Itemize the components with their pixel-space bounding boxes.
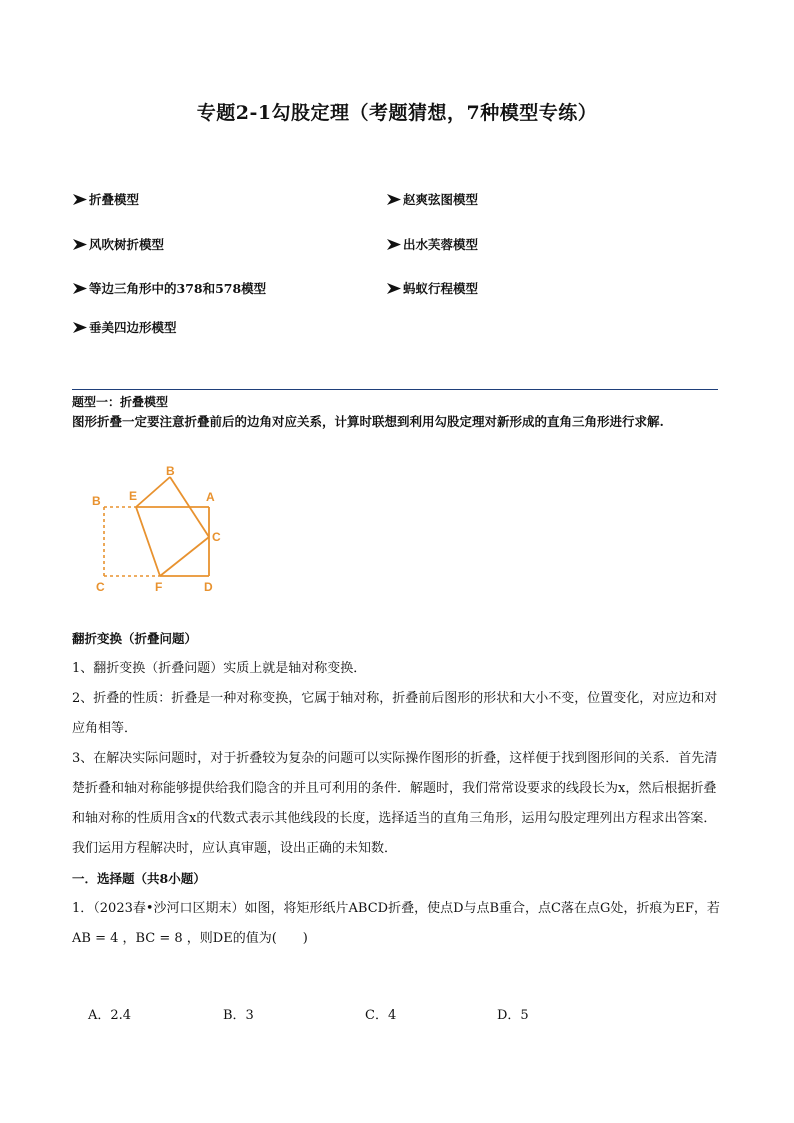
model-label: 蚂蚁行程模型 <box>403 281 479 296</box>
model-item <box>72 318 177 336</box>
point-label: B <box>92 494 101 508</box>
arrow-bullet-icon <box>72 238 88 251</box>
model-item <box>386 190 478 208</box>
section-intro: 图形折叠一定要注意折叠前后的边角对应关系，计算时联想到利用勾股定理对新形成的直角三角形进行求解. <box>72 414 664 429</box>
arrow-bullet-icon <box>72 193 88 206</box>
arrow-bullet-icon <box>386 238 402 251</box>
folding-point: 2、折叠的性质：折叠是一种对称变换，它属于轴对称，折叠前后图形的形状和大小不变，位置变化，对应边和对应角相等． <box>72 691 718 736</box>
model-label: 风吹树折模型 <box>89 237 165 252</box>
arrow-bullet-icon <box>72 282 88 295</box>
point-label: C <box>96 580 105 594</box>
point-label: A <box>206 490 215 504</box>
choice-a[interactable]: A．2.4 <box>88 1008 132 1023</box>
choice-d[interactable]: D．5 <box>497 1008 529 1023</box>
model-item <box>386 235 478 253</box>
folding-notes <box>72 624 727 954</box>
section-divider <box>72 389 718 390</box>
choice-b[interactable]: B．3 <box>223 1008 254 1023</box>
point-label: D <box>204 580 213 594</box>
point-label: E <box>129 489 138 503</box>
folding-figure <box>72 463 242 605</box>
model-item <box>72 235 164 253</box>
point-label: C <box>212 530 221 544</box>
point-label: F <box>155 580 163 594</box>
exercise-heading: 一．选择题（共8小题） <box>72 871 206 886</box>
page-title: 专题2-1勾股定理（考题猜想，7种模型专练） <box>196 102 598 124</box>
solid-edge <box>160 537 209 576</box>
section-heading: 题型一：折叠模型 <box>72 395 169 409</box>
point-label: B <box>166 464 175 478</box>
question-text: 1．（2023春•沙河口区期末）如图，将矩形纸片ABCD折叠，使点D与点B重合，点C落在点G处，折痕为EF，若AB = 4 ，BC = 8 ，则DE的值为( ) <box>72 901 720 946</box>
model-label: 等边三角形中的378和578模型 <box>89 281 267 296</box>
model-label: 垂美四边形模型 <box>89 320 177 335</box>
model-label: 折叠模型 <box>89 192 140 207</box>
folding-point: 1、翻折变换（折叠问题）实质上就是轴对称变换． <box>72 661 367 676</box>
arrow-bullet-icon <box>72 321 88 334</box>
model-item <box>386 279 478 297</box>
arrow-bullet-icon <box>386 282 402 295</box>
model-item <box>72 190 139 208</box>
choice-c[interactable]: C．4 <box>365 1008 397 1023</box>
fold-line <box>136 507 160 576</box>
arrow-bullet-icon <box>386 193 402 206</box>
model-label: 赵爽弦图模型 <box>403 192 479 207</box>
folding-subheading: 翻折变换（折叠问题） <box>72 631 198 646</box>
model-label: 出水芙蓉模型 <box>403 237 479 252</box>
model-item <box>72 279 266 297</box>
folding-point: 3、在解决实际问题时，对于折叠较为复杂的问题可以实际操作图形的折叠，这样便于找到图形间的关系．首先清楚折叠和轴对称能够提供给我们隐含的并且可利用的条件．解题时，我们常常设要求的线段长为x，然后根据折叠和轴对称的性质用含x的代数式表示其他线段的长度，选择适当的直角三角形，运用勾股定理列出方程求出答案．我们运用方程解决时，应认真审题，设出正确的未知数． <box>72 751 718 856</box>
solid-edge <box>136 477 170 507</box>
